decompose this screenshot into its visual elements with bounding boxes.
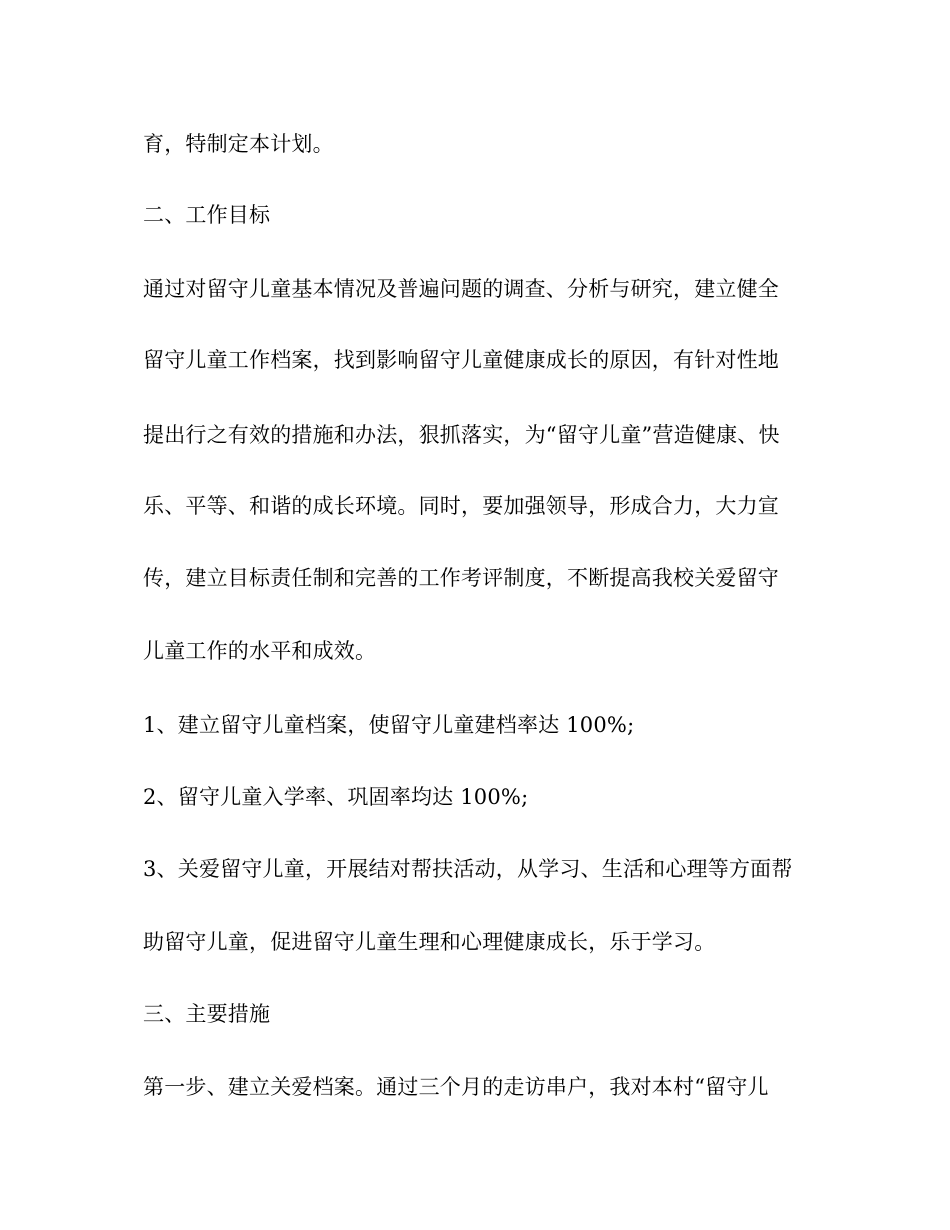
list-item: 1、建立留守儿童档案，使留守儿童建档率达 100%; <box>143 713 635 737</box>
section-heading: 二、工作目标 <box>143 203 271 227</box>
text-line: 助留守儿童，促进留守儿童生理和心理健康成长，乐于学习。 <box>143 930 716 954</box>
text-line: 儿童工作的水平和成效。 <box>143 639 377 663</box>
section-heading: 三、主要措施 <box>143 1002 271 1026</box>
text-line: 育，特制定本计划。 <box>143 132 334 156</box>
text-line: 通过对留守儿童基本情况及普遍问题的调查、分析与研究，建立健全 <box>143 277 779 301</box>
text-line: 提出行之有效的措施和办法，狠抓落实，为“留守儿童”营造健康、快 <box>143 423 780 447</box>
text-line: 第一步、建立关爱档案。通过三个月的走访串户，我对本村“留守儿 <box>143 1075 769 1099</box>
list-item: 3、关爱留守儿童，开展结对帮扶活动，从学习、生活和心理等方面帮 <box>143 857 793 881</box>
text-line: 留守儿童工作档案，找到影响留守儿童健康成长的原因，有针对性地 <box>143 348 779 372</box>
text-line: 乐、平等、和谐的成长环境。同时，要加强领导，形成合力，大力宣 <box>143 494 779 518</box>
list-item: 2、留守儿童入学率、巩固率均达 100%; <box>143 785 529 809</box>
text-line: 传，建立目标责任制和完善的工作考评制度，不断提高我校关爱留守 <box>143 566 779 590</box>
